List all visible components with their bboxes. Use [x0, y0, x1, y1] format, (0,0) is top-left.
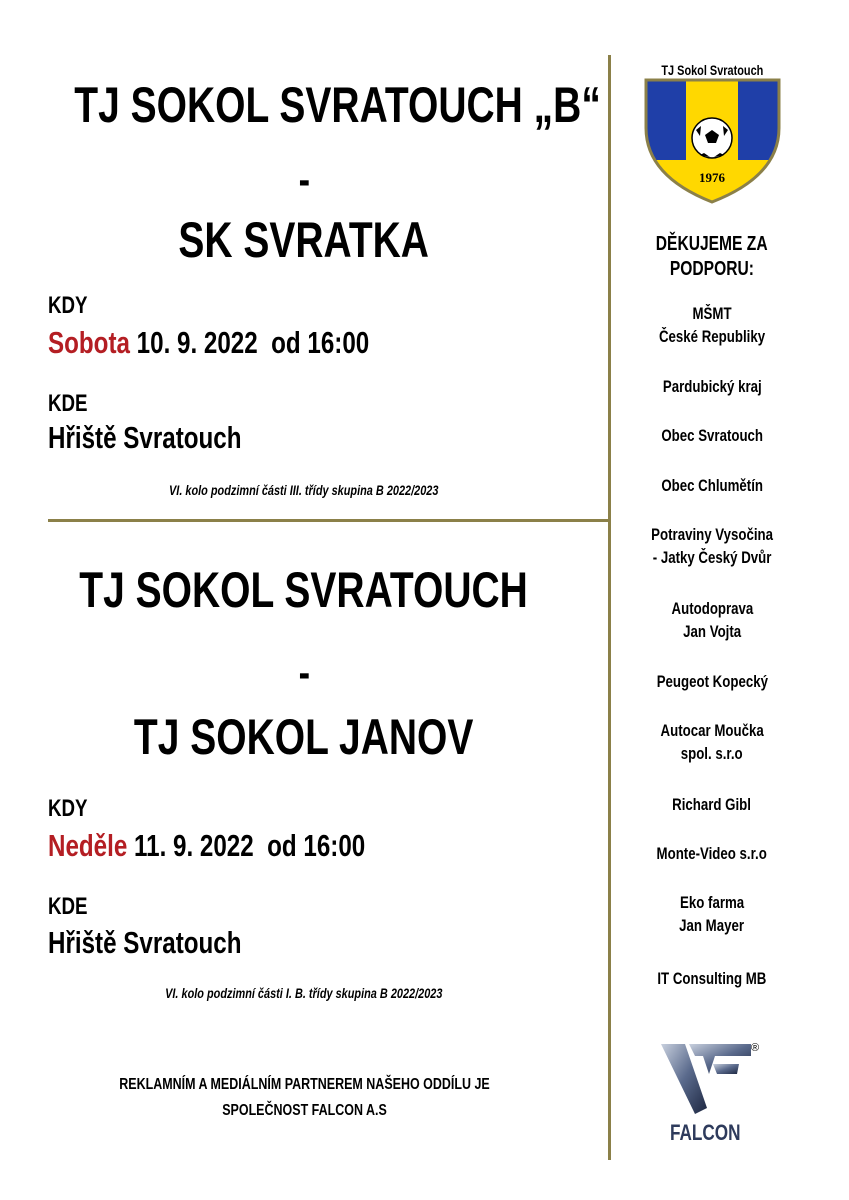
- sponsor-sidebar: [612, 0, 812, 1200]
- match-2-separator: -: [298, 648, 310, 697]
- match-1-home-team: TJ SOKOL SVRATOUCH „B“: [74, 77, 601, 133]
- falcon-logo: [655, 1038, 765, 1148]
- sponsor-item: Potraviny Vysočina - Jatky Český Dvůr: [651, 525, 773, 567]
- match-2-place: Hřiště Svratouch: [48, 925, 242, 960]
- partner-text-line-2: SPOLEČNOST FALCON A.S: [221, 1102, 387, 1119]
- match-2-league: VI. kolo podzimní části I. B. třídy skupina B 2022/2023: [165, 985, 443, 1001]
- falcon-logo-text: FALCON: [669, 1120, 741, 1145]
- match-2-datetime: [48, 828, 455, 864]
- partner-text-line-1: REKLAMNÍM A MEDIÁLNÍM PARTNEREM NAŠEHO ODDÍLU JE: [118, 1076, 490, 1093]
- falcon-registered-mark: ®: [751, 1042, 760, 1054]
- match-1-away-team: SK SVRATKA: [178, 212, 430, 268]
- sidebar-heading: DĚKUJEME ZA PODPORU:: [656, 233, 768, 280]
- sponsor-item: Peugeot Kopecký: [656, 672, 768, 691]
- match-2-away-team: TJ SOKOL JANOV: [134, 709, 474, 765]
- match-2-date-time: 11. 9. 2022 od 16:00: [134, 828, 366, 863]
- match-2-day: Neděle: [48, 828, 128, 863]
- club-logo-name: TJ Sokol Svratouch: [661, 62, 764, 78]
- sponsor-item: Autocar Moučka spol. s.r.o: [660, 721, 764, 763]
- club-logo-year: 1976: [699, 170, 725, 185]
- sponsor-item: Pardubický kraj: [662, 377, 762, 396]
- falcon-emblem-icon: [655, 1038, 765, 1118]
- match-1-separator: -: [298, 155, 310, 204]
- sponsor-item: IT Consulting MB: [657, 969, 767, 988]
- horizontal-divider: [48, 519, 610, 522]
- vertical-divider: [608, 55, 611, 1160]
- sponsor-item: Obec Svratouch: [661, 426, 763, 445]
- sponsor-item: Richard Gibl: [672, 795, 752, 814]
- sponsor-item: Eko farma Jan Mayer: [679, 893, 745, 935]
- match-1-place: Hřiště Svratouch: [48, 420, 242, 455]
- match-1-datetime: [48, 325, 460, 361]
- match-1-where-label: KDE: [48, 390, 88, 417]
- match-2-when-label: KDY: [48, 795, 88, 822]
- sponsor-item: Autodoprava Jan Vojta: [671, 599, 753, 641]
- match-1-league: VI. kolo podzimní části III. třídy skupina B 2022/2023: [169, 482, 439, 498]
- sponsor-item: Monte-Video s.r.o: [656, 844, 768, 863]
- match-1-when-label: KDY: [48, 292, 88, 319]
- match-2-where-label: KDE: [48, 893, 88, 920]
- match-2-home-team: TJ SOKOL SVRATOUCH: [79, 562, 529, 618]
- sponsor-item: MŠMT České Republiky: [658, 304, 766, 346]
- match-1-day: Sobota: [48, 325, 130, 360]
- sponsor-item: Obec Chlumětín: [661, 476, 763, 495]
- match-1-date-time: 10. 9. 2022 od 16:00: [136, 325, 370, 360]
- partner-text: [0, 1072, 608, 1124]
